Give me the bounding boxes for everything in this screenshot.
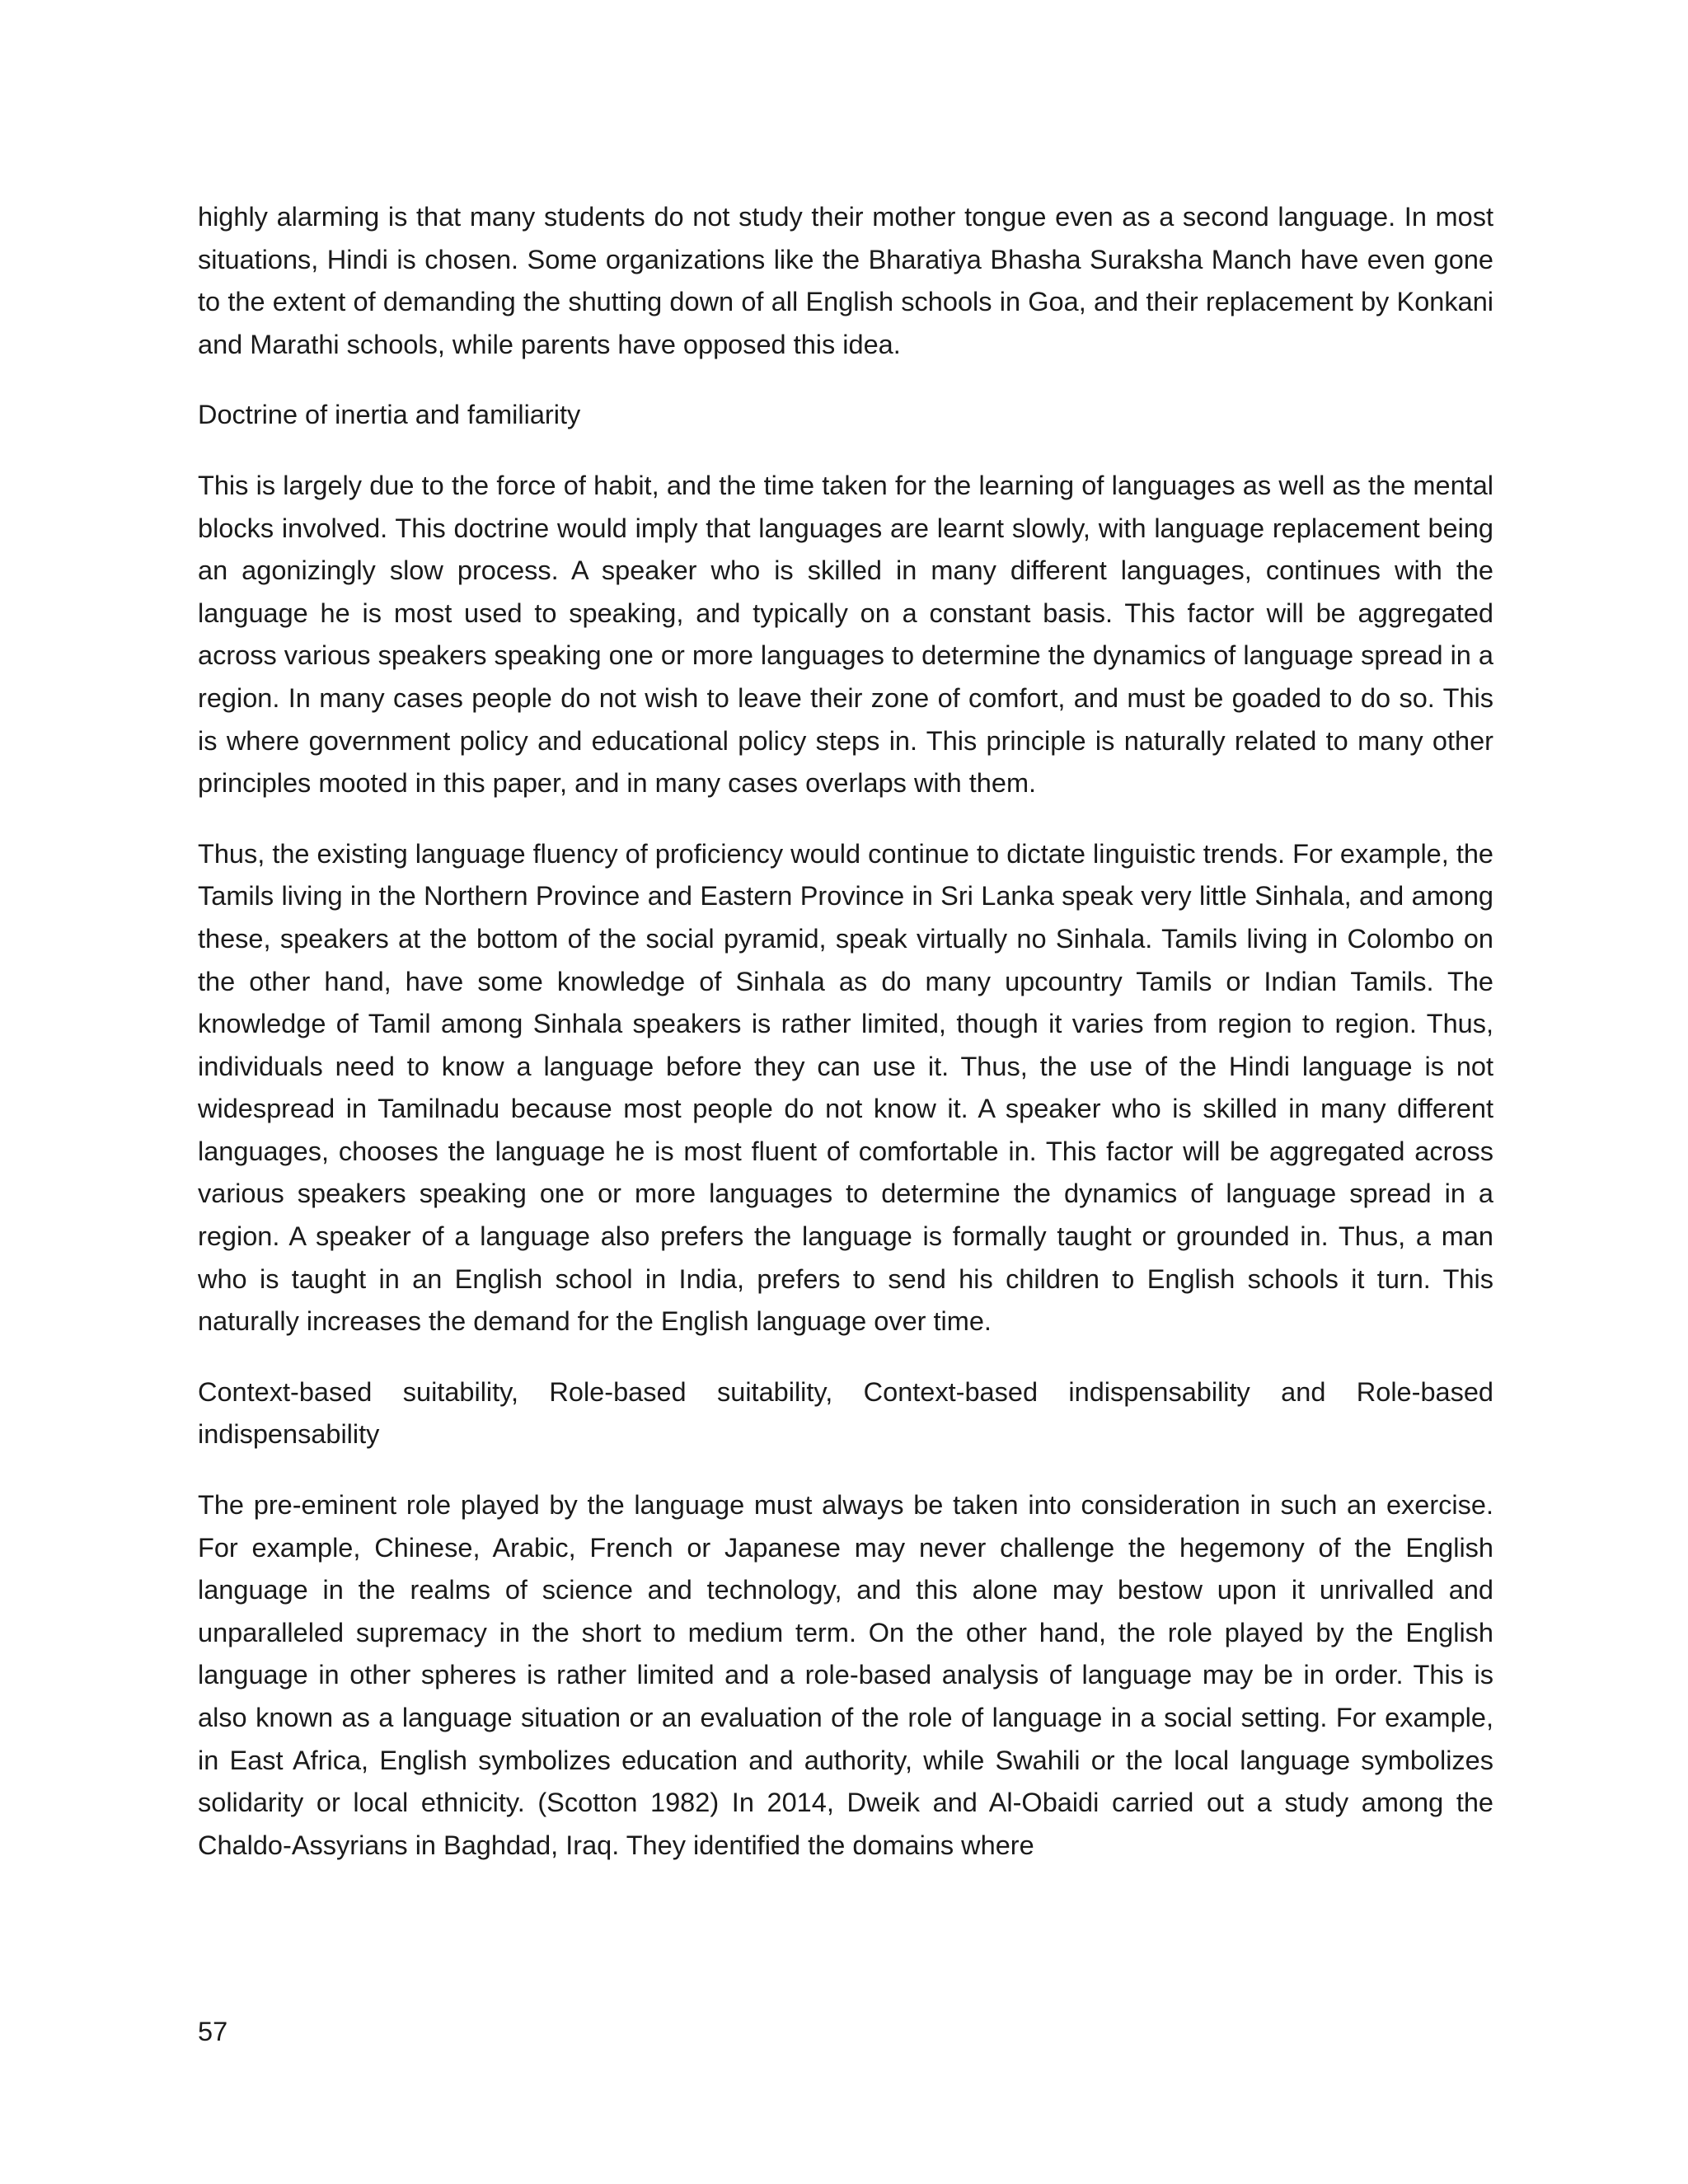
document-page bbox=[198, 196, 1493, 1895]
paragraph-alarming-mother-tongue: highly alarming is that many students do not study their mother tongue even as a second language. In most situations, Hindi is chosen. Some organizations like the Bharatiya Bhasha Suraksha Manch have even gone to the extent of demanding the shutting down of all English schools in Goa, and their replacement by Konkani and Marathi schools, while parents have opposed this idea. bbox=[198, 202, 1493, 359]
paragraph-pre-eminent-role: The pre-eminent role played by the language must always be taken into consideration in such an exercise. For example, Chinese, Arabic, French or Japanese may never challenge the hegemony of the English language in the realms of science and technology, and this alone may bestow upon it unrivalled and unparalleled supremacy in the short to medium term. On the other hand, the role played by the English language in other spheres is rather limited and a role-based analysis of language may be in order. This is also known as a language situation or an evaluation of the role of language in a social setting. For example, in East Africa, English symbolizes education and authority, while Swahili or the local language symbolizes solidarity or local ethnicity. (Scotton 1982) In 2014, Dweik and Al-Obaidi carried out a study among the Chaldo-Assyrians in Baghdad, Iraq. They identified the domains where bbox=[198, 1490, 1493, 1860]
paragraph-language-fluency: Thus, the existing language fluency of proficiency would continue to dictate linguistic trends. For example, the Tamils living in the Northern Province and Eastern Province in Sri Lanka speak very little Sinhala, and among these, speakers at the bottom of the social pyramid, speak virtually no Sinhala. Tamils living in Colombo on the other hand, have some knowledge of Sinhala as do many upcountry Tamils or Indian Tamils. The knowledge of Tamil among Sinhala speakers is rather limited, though it varies from region to region. Thus, individuals need to know a language before they can use it. Thus, the use of the Hindi language is not widespread in Tamilnadu because most people do not know it. A speaker who is skilled in many different languages, chooses the language he is most fluent of comfortable in. This factor will be aggregated across various speakers speaking one or more languages to determine the dynamics of language spread in a region. A speaker of a language also prefers the language is formally taught or grounded in. Thus, a man who is taught in an English school in India, prefers to send his children to English schools it turn. This naturally increases the demand for the English language over time. bbox=[198, 838, 1493, 1337]
paragraph-habit-doctrine: This is largely due to the force of habit, and the time taken for the learning of languages as well as the mental blocks involved. This doctrine would imply that languages are learnt slowly, with language replacement being an agonizingly slow process. A speaker who is skilled in many different languages, continues with the language he is most used to speaking, and typically on a constant basis. This factor will be aggregated across various speakers speaking one or more languages to determine the dynamics of language spread in a region. In many cases people do not wish to leave their zone of comfort, and must be goaded to do so. This is where government policy and educational policy steps in. This principle is naturally related to many other principles mooted in this paper, and in many cases overlaps with them. bbox=[198, 470, 1493, 799]
page-number: 57 bbox=[198, 2017, 228, 2046]
section-heading-inertia: Doctrine of inertia and familiarity bbox=[198, 400, 581, 430]
section-heading-suitability: Context-based suitability, Role-based suitability, Context-based indispensability and Role-based indispensability bbox=[198, 1376, 1493, 1450]
